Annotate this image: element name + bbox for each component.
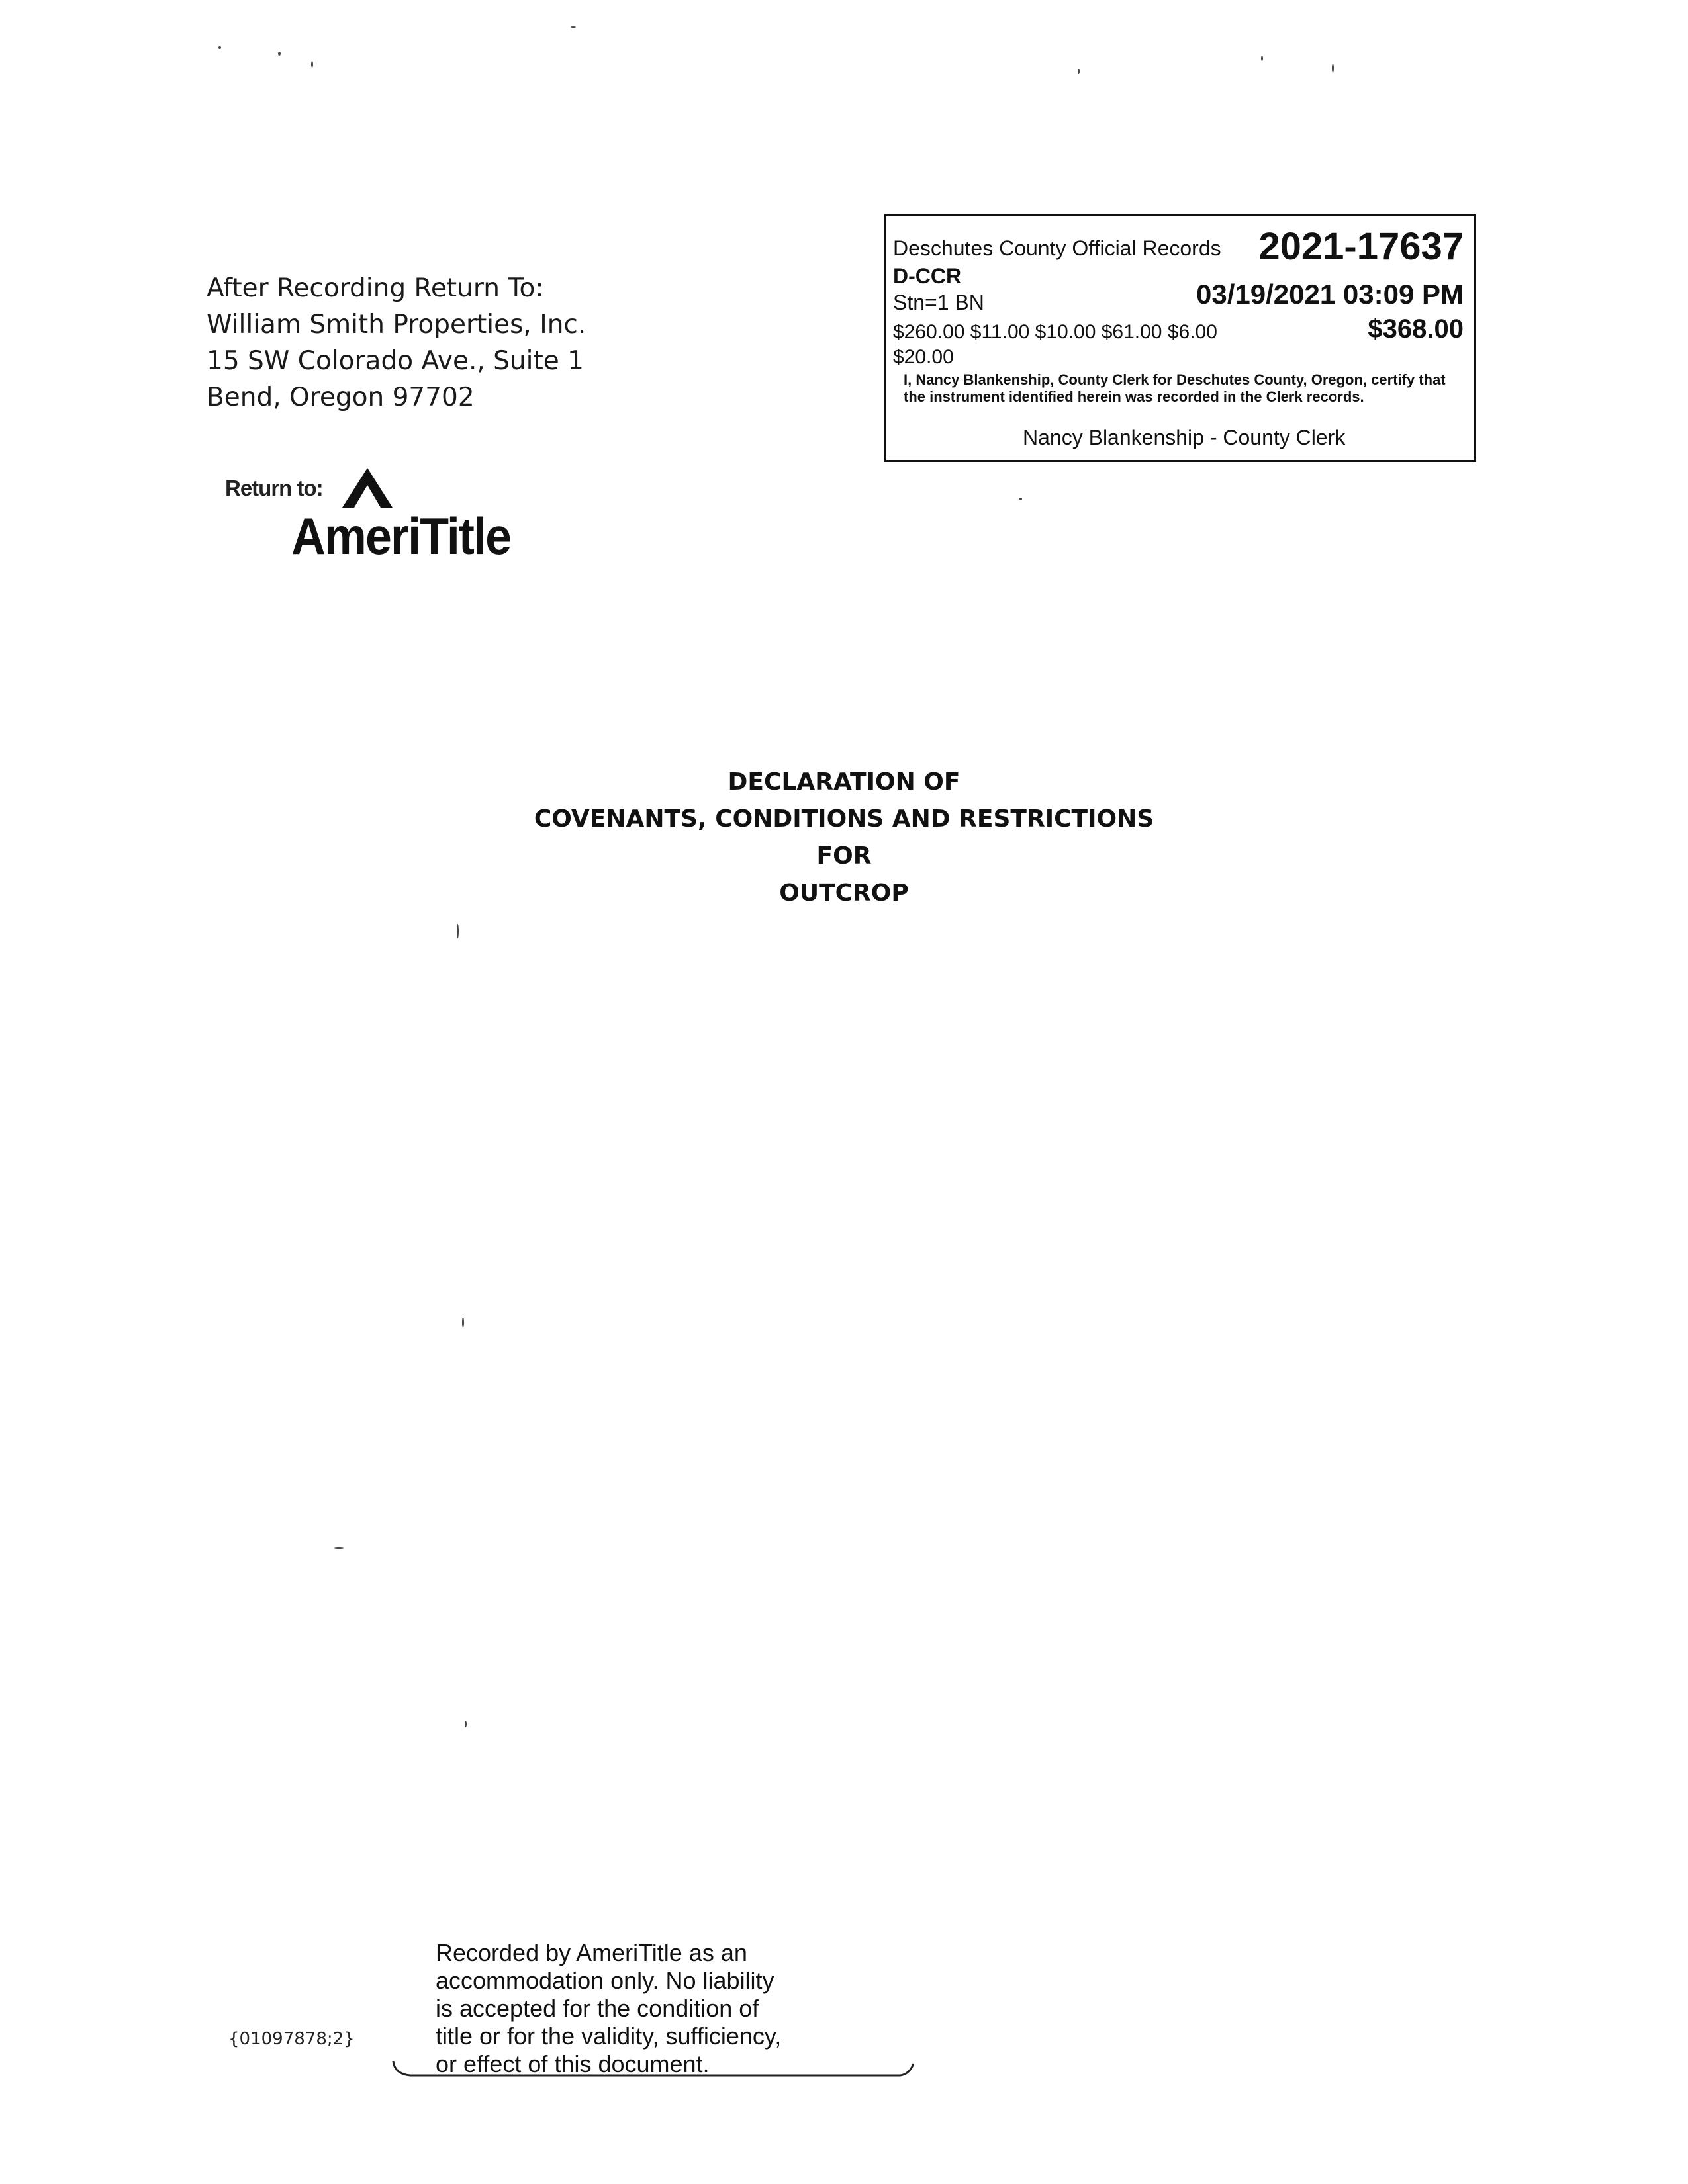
stamp-return-label: Return to: [225, 476, 323, 500]
disclaimer-line: or effect of this document. [436, 2050, 710, 2077]
scan-speck [1332, 64, 1334, 73]
return-address-line: 15 SW Colorado Ave., Suite 1 [207, 346, 584, 376]
ameritite-logo-text: AmeriTitle [291, 507, 511, 565]
scan-speck [465, 1721, 467, 1727]
return-address-line: William Smith Properties, Inc. [207, 310, 586, 340]
return-address-line: After Recording Return To: [207, 273, 544, 303]
fee-list: $260.00 $11.00 $10.00 $61.00 $6.00 [893, 321, 1217, 343]
document-code: {01097878;2} [228, 2029, 355, 2049]
fee-list: $20.00 [893, 346, 954, 368]
scan-speck [457, 924, 459, 938]
recording-datetime: 03/19/2021 03:09 PM [1196, 279, 1464, 310]
disclaimer-line: Recorded by AmeriTitle as an [436, 1939, 747, 1966]
document-type: D-CCR [893, 264, 962, 288]
return-address-line: Bend, Oregon 97702 [207, 383, 475, 412]
station-id: Stn=1 BN [893, 291, 984, 314]
ameritite-logo-icon [341, 467, 394, 509]
title-line: FOR [816, 842, 872, 870]
disclaimer-line: title or for the validity, sufficiency, [436, 2023, 782, 2050]
fee-total: $368.00 [1368, 314, 1464, 343]
scan-speck [311, 61, 313, 68]
ameritite-stamp [225, 467, 511, 566]
recording-stamp [884, 214, 1476, 462]
scan-speck [462, 1317, 464, 1328]
return-address [207, 270, 586, 416]
title-line: DECLARATION OF [727, 768, 961, 796]
disclaimer-line: accommodation only. No liability [436, 1967, 774, 1994]
title-line: OUTCROP [779, 880, 909, 907]
stamp-bracket-line [391, 2058, 920, 2085]
document-number: 2021-17637 [1258, 225, 1464, 268]
scan-speck [1261, 56, 1263, 61]
scan-speck [278, 52, 281, 56]
scan-speck [218, 46, 221, 49]
scan-speck [1078, 69, 1080, 74]
clerk-certification: I, Nancy Blankenship, County Clerk for Deschutes County, Oregon, certify that the instrument identified herein was recorded in the Clerk records. [904, 371, 1446, 405]
disclaimer-line: is accepted for the condition of [436, 1995, 759, 2022]
scan-speck [571, 26, 576, 28]
clerk-signature: Nancy Blankenship - County Clerk [1023, 426, 1346, 449]
title-line: COVENANTS, CONDITIONS AND RESTRICTIONS [534, 805, 1154, 833]
liability-disclaimer-stamp [436, 1939, 781, 2078]
scan-speck [1019, 498, 1022, 500]
county-records-label: Deschutes County Official Records [893, 236, 1221, 260]
scan-speck [334, 1547, 344, 1549]
document-title [0, 764, 1688, 912]
